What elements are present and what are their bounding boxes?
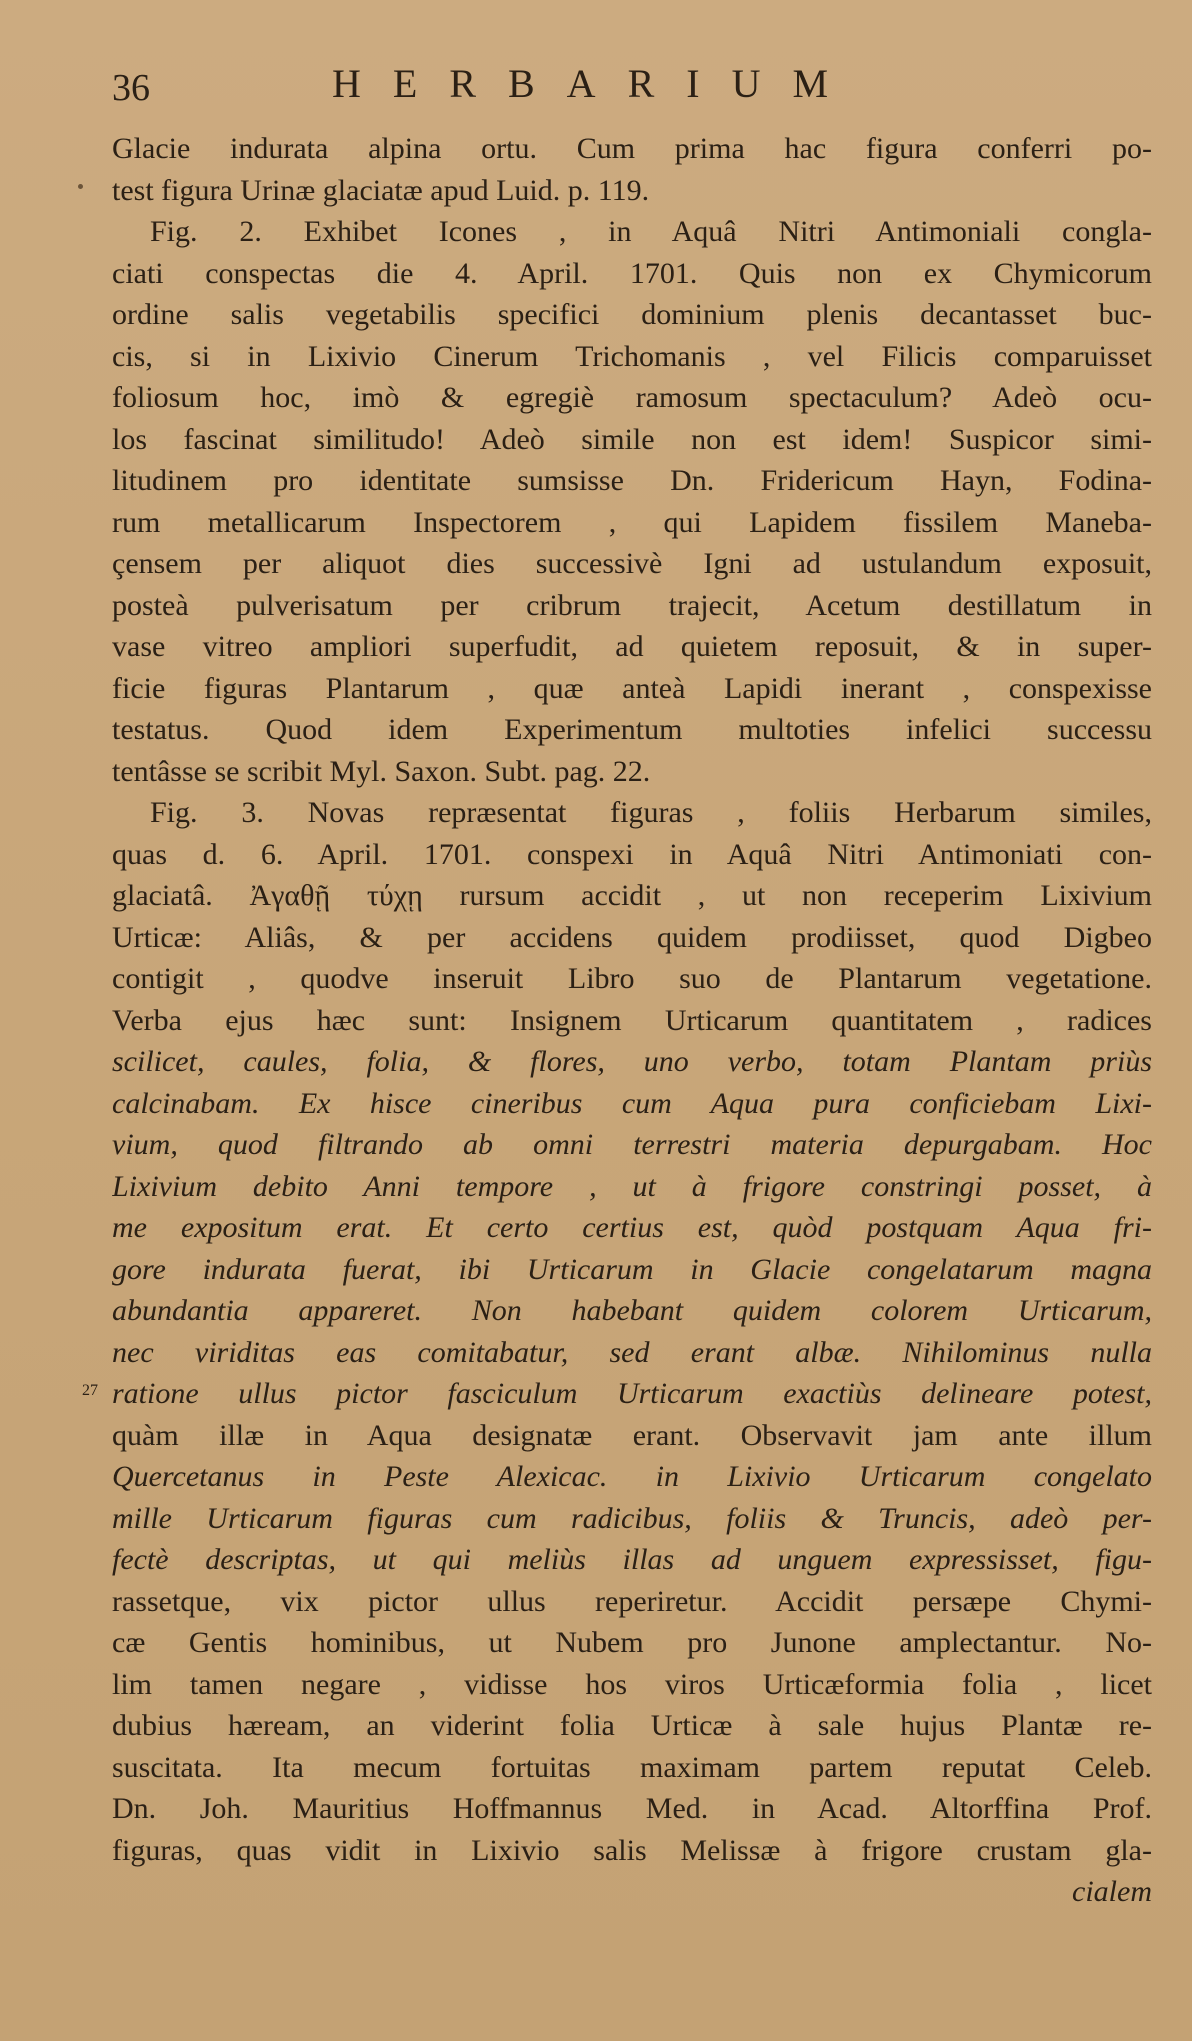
- text-line: Fig. 3. Novas repræsentat figuras , foliis Herbarum similes,: [150, 796, 1152, 829]
- page-number: 36: [112, 67, 150, 109]
- text-line: me expositum erat. Et certo certius est, quòd postquam Aqua fri-: [112, 1211, 1152, 1244]
- text-line: foliosum hoc, imò & egregiè ramosum spectaculum? Adeò ocu-: [112, 381, 1152, 414]
- text-line: test figura Urinæ glaciatæ apud Luid. p. 119.: [112, 173, 650, 207]
- text-line: posteà pulverisatum per cribrum trajecit, Acetum destillatum in: [112, 588, 1152, 622]
- body-text: [112, 128, 1152, 1913]
- text-line: testatus. Quod idem Experimentum multoties infelici successu: [112, 713, 1152, 746]
- text-line: ordine salis vegetabilis specifici dominium plenis decantasset buc-: [112, 298, 1152, 331]
- text-line: quas d. 6. April. 1701. conspexi in Aquâ Nitri Antimoniati con-: [112, 837, 1152, 871]
- text-line: mille Urticarum figuras cum radicibus, foliis & Truncis, adeò per-: [112, 1501, 1152, 1535]
- text-line: litudinem pro identitate sumsisse Dn. Fridericum Hayn, Fodina-: [112, 464, 1152, 497]
- text-line: quàm illæ in Aqua designatæ erant. Observavit jam ante illum: [112, 1418, 1152, 1452]
- text-line: vase vitreo ampliori superfudit, ad quietem reposuit, & in super-: [112, 630, 1152, 663]
- text-line: Fig. 2. Exhibet Icones , in Aquâ Nitri Antimoniali congla-: [150, 215, 1152, 248]
- text-line: cæ Gentis hominibus, ut Nubem pro Junone amplectantur. No-: [112, 1626, 1152, 1659]
- text-line: tentâsse se scribit Myl. Saxon. Subt. pag. 22.: [112, 754, 651, 788]
- text-line: fectè descriptas, ut qui meliùs illas ad unguem expressisset, figu-: [112, 1543, 1152, 1576]
- text-line: rum metallicarum Inspectorem , qui Lapidem fissilem Maneba-: [112, 505, 1152, 539]
- text-line: Urticæ: Aliâs, & per accidens quidem prodiisset, quod Digbeo: [112, 920, 1152, 954]
- text-line: ficie figuras Plantarum , quæ anteà Lapidi inerant , conspexisse: [112, 671, 1152, 705]
- text-line: ciati conspectas die 4. April. 1701. Quis non ex Chymicorum: [112, 256, 1152, 290]
- text-line: calcinabam. Ex hisce cineribus cum Aqua pura conficiebam Lixi-: [112, 1086, 1152, 1120]
- text-line: abundantia appareret. Non habebant quidem colorem Urticarum,: [112, 1294, 1152, 1327]
- text-line: ratione ullus pictor fasciculum Urticarum exactiùs delineare potest,: [112, 1377, 1152, 1410]
- text-line: rassetque, vix pictor ullus reperiretur. Accidit persæpe Chymi-: [112, 1584, 1152, 1618]
- text-line: Dn. Joh. Mauritius Hoffmannus Med. in Acad. Altorffina Prof.: [112, 1792, 1152, 1825]
- text-line: Verba ejus hæc sunt: Insignem Urticarum quantitatem , radices: [112, 1003, 1152, 1037]
- margin-note: 27: [82, 1382, 98, 1399]
- text-line: los fascinat similitudo! Adeò simile non est idem! Suspicor simi-: [112, 422, 1152, 456]
- ink-spot: [78, 184, 83, 189]
- text-line: cis, si in Lixivio Cinerum Trichomanis , vel Filicis comparuisset: [112, 339, 1152, 373]
- text-line: cialem: [1072, 1875, 1152, 1908]
- text-line: contigit , quodve inseruit Libro suo de Plantarum vegetatione.: [112, 962, 1152, 995]
- text-line: nec viriditas eas comitabatur, sed erant albæ. Nihilominus nulla: [112, 1335, 1152, 1369]
- text-line: lim tamen negare , vidisse hos viros Urticæformia folia , licet: [112, 1667, 1152, 1701]
- text-line: çensem per aliquot dies successivè Igni ad ustulandum exposuit,: [112, 547, 1152, 580]
- page-header: [112, 60, 1112, 120]
- text-line: dubius hæream, an viderint folia Urticæ à sale hujus Plantæ re-: [112, 1709, 1152, 1742]
- text-line: Quercetanus in Peste Alexicac. in Lixivio Urticarum congelato: [112, 1460, 1152, 1493]
- text-line: Glacie indurata alpina ortu. Cum prima hac figura conferri po-: [112, 132, 1152, 165]
- running-title: HERBARIUM: [332, 61, 861, 106]
- text-line: gore indurata fuerat, ibi Urticarum in Glacie congelatarum magna: [112, 1252, 1152, 1286]
- text-line: suscitata. Ita mecum fortuitas maximam partem reputat Celeb.: [112, 1750, 1152, 1784]
- text-line: glaciatâ. Ἀγαθῇ τύχῃ rursum accidit , ut non receperim Lixivium: [112, 879, 1152, 912]
- text-line: vium, quod filtrando ab omni terrestri materia depurgabam. Hoc: [112, 1128, 1152, 1161]
- text-line: scilicet, caules, folia, & flores, uno verbo, totam Plantam priùs: [112, 1045, 1152, 1078]
- text-line: figuras, quas vidit in Lixivio salis Melissæ à frigore crustam gla-: [112, 1833, 1152, 1867]
- text-line: Lixivium debito Anni tempore , ut à frigore constringi posset, à: [112, 1169, 1152, 1203]
